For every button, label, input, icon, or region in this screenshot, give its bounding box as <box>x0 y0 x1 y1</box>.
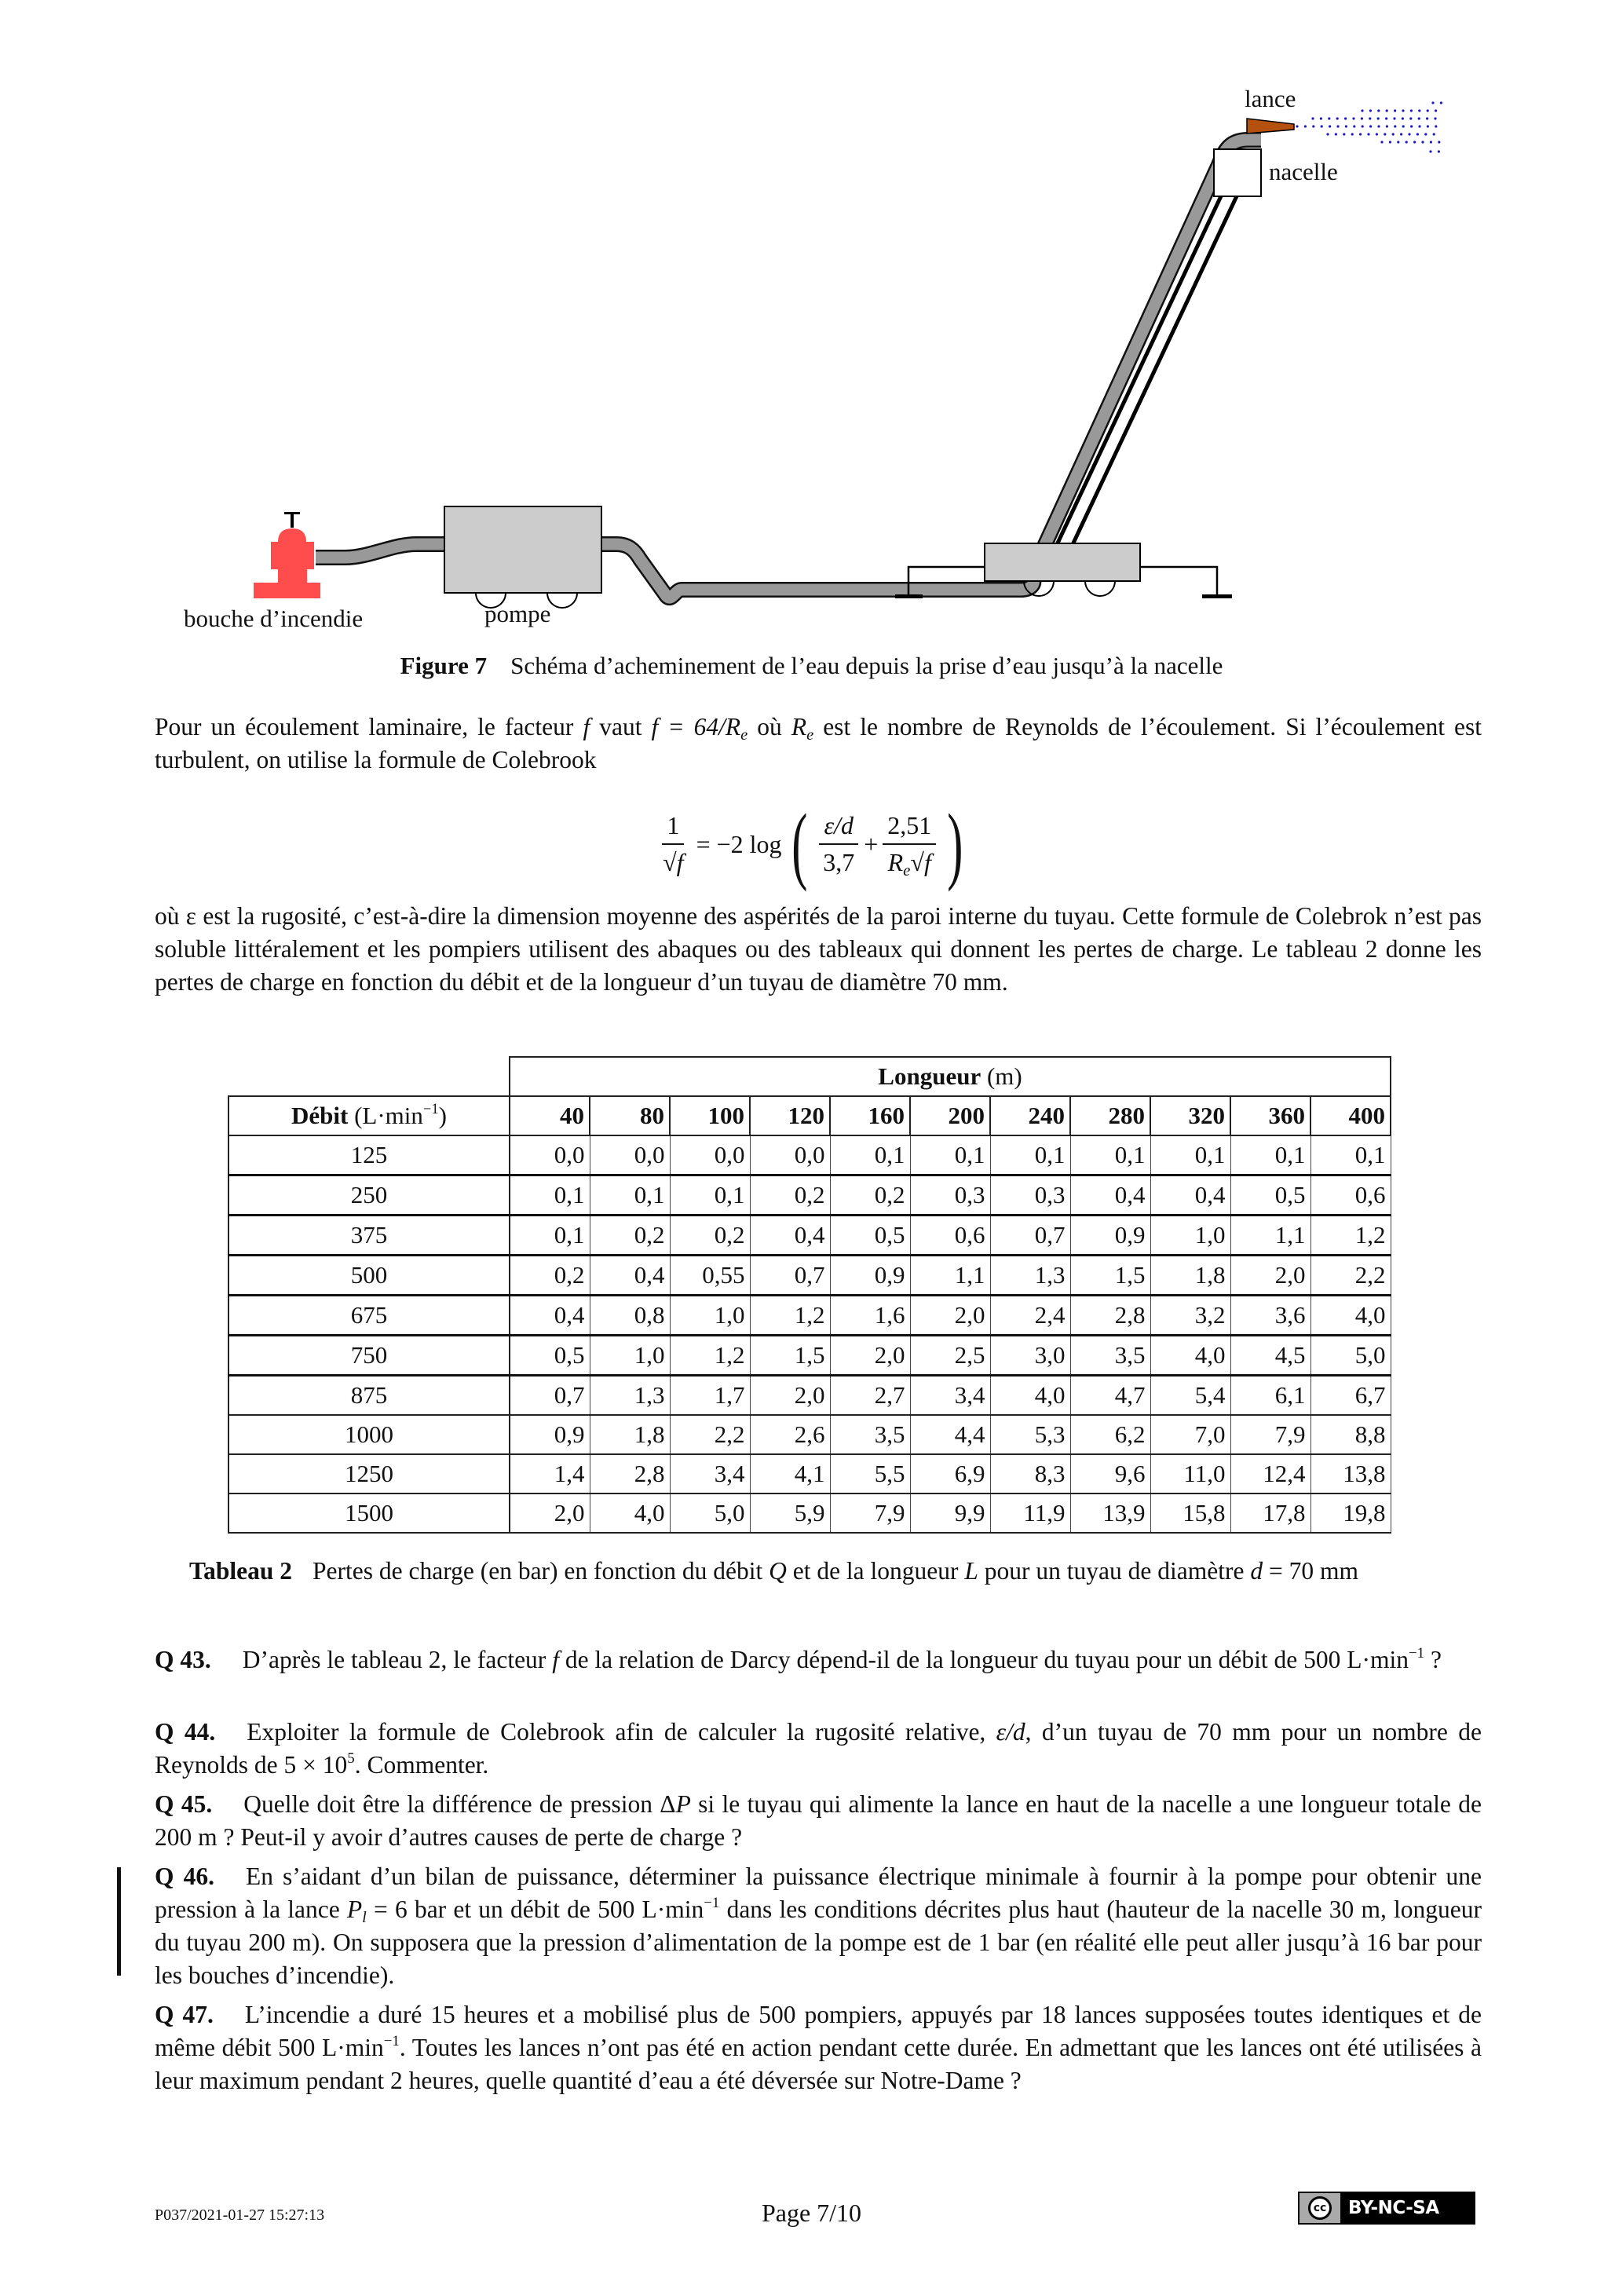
row-header-debit: 1500 <box>228 1493 510 1533</box>
table-cell: 1,2 <box>670 1336 750 1376</box>
water-spray <box>1296 101 1442 152</box>
table-cell: 0,1 <box>510 1216 590 1256</box>
formula-equals: = −2 log <box>696 829 782 858</box>
table-cell: 0,3 <box>910 1175 990 1216</box>
column-header-length: 240 <box>990 1096 1070 1135</box>
table-cell: 3,4 <box>670 1454 750 1493</box>
table-cell: 0,9 <box>830 1256 910 1296</box>
table-cell: 3,6 <box>1230 1296 1310 1336</box>
table-cell: 4,0 <box>1310 1296 1391 1336</box>
table-cell: 0,1 <box>1230 1135 1310 1175</box>
table-cell: 2,2 <box>670 1415 750 1454</box>
table-cell: 0,2 <box>590 1216 670 1256</box>
table-cell: 3,4 <box>910 1376 990 1416</box>
table-cell: 1,5 <box>750 1336 830 1376</box>
table-cell: 2,2 <box>1310 1256 1391 1296</box>
table-cell: 0,1 <box>510 1175 590 1216</box>
table-cell: 4,0 <box>1150 1336 1230 1376</box>
table-cell: 6,2 <box>1070 1415 1150 1454</box>
row-header-debit: 500 <box>228 1256 510 1296</box>
column-header-length: 40 <box>510 1096 590 1135</box>
table-row <box>228 1376 1391 1416</box>
table-cell: 5,5 <box>830 1454 910 1493</box>
table-row <box>228 1216 1391 1256</box>
table-cell: 1,0 <box>1150 1216 1230 1256</box>
license-label: BY-NC-SA <box>1348 2198 1439 2218</box>
table-cell: 1,6 <box>830 1296 910 1336</box>
table-cell: 4,5 <box>1230 1336 1310 1376</box>
table-cell: 3,5 <box>830 1415 910 1454</box>
colebrook-paragraph: où ε est la rugosité, c’est-à-dire la dimension moyenne des aspérités de la paroi interne du tuyau. Cette formule de Colebrok n’est pas soluble littéralement et les pompiers utilisent des abaques ou des tableaux qui donnent les pertes de charge. Le tableau 2 donne les pertes de charge en fonction du débit et de la longueur d’un tuyau de diamètre 70 mm. <box>155 902 1482 996</box>
table-cell: 2,6 <box>750 1415 830 1454</box>
label-pump: pompe <box>484 600 551 627</box>
column-header-length: 160 <box>830 1096 910 1135</box>
table-cell: 0,1 <box>1150 1135 1230 1175</box>
table-cell: 19,8 <box>1310 1493 1391 1533</box>
lance-nozzle <box>1247 119 1294 133</box>
table-row <box>228 1336 1391 1376</box>
table-cell: 11,9 <box>990 1493 1070 1533</box>
question-47: Q 47. L’incendie a duré 15 heures et a mobilisé plus de 500 pompiers, appuyés par 18 lances supposées toutes identiques et de même débit 500 $L\cdot\min^{-1}$. Toutes les lances n’ont pas été en action pendant cette durée. En admettant que les lances ont été utilisées à leur maximum pendant 2 heures, quelle quantité d’eau a été déversée sur Notre-Dame ? <box>155 2001 1482 2094</box>
longueur-header: Longueur (m) <box>510 1057 1391 1096</box>
table-row <box>228 1454 1391 1493</box>
figure-caption <box>0 652 1623 680</box>
column-header-length: 80 <box>590 1096 670 1135</box>
label-nacelle: nacelle <box>1269 158 1338 185</box>
paren-close: ) <box>947 796 963 892</box>
table-cell: 1,5 <box>1070 1256 1150 1296</box>
table-cell: 0,8 <box>590 1296 670 1336</box>
table-cell: 0,2 <box>830 1175 910 1216</box>
ladder-rail <box>1055 171 1233 550</box>
table-cell: 0,1 <box>1070 1135 1150 1175</box>
formula-lhs: $\frac{1}{√f}$ <box>663 811 684 876</box>
figure-caption-label: Figure 7 <box>400 652 488 679</box>
table-cell: 5,9 <box>750 1493 830 1533</box>
table-caption-label: Tableau 2 <box>189 1557 293 1585</box>
formula-frac-1: $\frac{\varepsilon/d}{3,7}$ <box>818 811 859 877</box>
table-cell: 8,3 <box>990 1454 1070 1493</box>
nacelle-box <box>1214 149 1261 196</box>
table-cell: 0,4 <box>750 1216 830 1256</box>
table-cell: 0,5 <box>510 1336 590 1376</box>
footer-reference: P037/2021-01-27 15:27:13 <box>155 2206 325 2224</box>
table-cell: 3,2 <box>1150 1296 1230 1336</box>
table-cell: 0,9 <box>510 1415 590 1454</box>
table-cell: 0,0 <box>510 1135 590 1175</box>
table-header-row <box>228 1096 1391 1135</box>
table-cell: 5,0 <box>1310 1336 1391 1376</box>
column-header-length: 120 <box>750 1096 830 1135</box>
table-cell: 2,8 <box>590 1454 670 1493</box>
table-cell: 0,2 <box>750 1175 830 1216</box>
table-cell: 4,4 <box>910 1415 990 1454</box>
table-cell: 1,2 <box>1310 1216 1391 1256</box>
table-cell: 0,1 <box>910 1135 990 1175</box>
table-cell: 1,0 <box>590 1336 670 1376</box>
table-cell: 2,0 <box>750 1376 830 1416</box>
table-cell: 1,0 <box>670 1296 750 1336</box>
table-cell: 5,3 <box>990 1415 1070 1454</box>
table-cell: 0,1 <box>670 1175 750 1216</box>
column-header-length: 320 <box>1150 1096 1230 1135</box>
table-cell: 0,1 <box>590 1175 670 1216</box>
table-cell: 6,9 <box>910 1454 990 1493</box>
table-cell: 0,3 <box>990 1175 1070 1216</box>
table-cell: 7,9 <box>1230 1415 1310 1454</box>
table-cell: 17,8 <box>1230 1493 1310 1533</box>
table-cell: 0,55 <box>670 1256 750 1296</box>
table-cell: 5,0 <box>670 1493 750 1533</box>
formula-frac-2: $\frac{2,51}{R_e√f}$ <box>883 811 936 877</box>
cc-license-badge[interactable] <box>1298 2192 1475 2225</box>
table-cell: 0,7 <box>990 1216 1070 1256</box>
table-cell: 4,1 <box>750 1454 830 1493</box>
table-row <box>228 1135 1391 1175</box>
table-cell: 2,5 <box>910 1336 990 1376</box>
table-row <box>228 1493 1391 1533</box>
pressure-loss-table <box>228 1056 1391 1534</box>
table-cell: 13,8 <box>1310 1454 1391 1493</box>
creative-commons-icon: cc <box>1299 2193 1340 2223</box>
table-row <box>228 1256 1391 1296</box>
table-cell: 6,7 <box>1310 1376 1391 1416</box>
table-cell: 8,8 <box>1310 1415 1391 1454</box>
table-cell: 1,2 <box>750 1296 830 1336</box>
table-cell: 1,8 <box>590 1415 670 1454</box>
table-cell: 0,5 <box>830 1216 910 1256</box>
table-cell: 4,0 <box>590 1493 670 1533</box>
column-header-length: 400 <box>1310 1096 1391 1135</box>
table-cell: 0,4 <box>1070 1175 1150 1216</box>
table-cell: 5,4 <box>1150 1376 1230 1416</box>
table-cell: 0,2 <box>670 1216 750 1256</box>
question-43: Q 43. D’après le tableau 2, le facteur f de la relation de Darcy dépend-il de la longueur du tuyau pour un débit de 500 $L\cdot\min^{-1}$ ? <box>155 1644 1442 1673</box>
table-cell: 0,1 <box>1310 1135 1391 1175</box>
table-cell: 7,0 <box>1150 1415 1230 1454</box>
table-cell: 0,6 <box>910 1216 990 1256</box>
table-caption: Tableau 2 Pertes de charge (en bar) en fonction du débit Q et de la longueur L pour un tuyau de diamètre d = 70 mm <box>189 1557 1358 1585</box>
table-cell: 1,1 <box>1230 1216 1310 1256</box>
table-cell: 0,0 <box>750 1135 830 1175</box>
table-super-header-row <box>228 1057 1391 1096</box>
debit-header: Débit $(L\cdot\min^{-1})$ <box>228 1096 510 1135</box>
table-cell: 7,9 <box>830 1493 910 1533</box>
table-cell: 2,4 <box>990 1296 1070 1336</box>
table-cell: 0,4 <box>510 1296 590 1336</box>
hose-hydrant-to-pump <box>316 544 449 558</box>
pump-vehicle <box>444 506 601 608</box>
table-cell: 3,0 <box>990 1336 1070 1376</box>
column-header-length: 200 <box>910 1096 990 1135</box>
table-cell: 2,0 <box>1230 1256 1310 1296</box>
table-cell: 0,9 <box>1070 1216 1150 1256</box>
table-cell: 1,3 <box>990 1256 1070 1296</box>
table-cell: 0,7 <box>750 1256 830 1296</box>
formula-plus: + <box>864 829 879 858</box>
table-cell: 0,7 <box>510 1376 590 1416</box>
row-header-debit: 1000 <box>228 1415 510 1454</box>
row-header-debit: 875 <box>228 1376 510 1416</box>
table-cell: 15,8 <box>1150 1493 1230 1533</box>
row-header-debit: 375 <box>228 1216 510 1256</box>
table-cell: 6,1 <box>1230 1376 1310 1416</box>
table-cell: 0,4 <box>1150 1175 1230 1216</box>
row-header-debit: 125 <box>228 1135 510 1175</box>
question-44: Q 44. Exploiter la formule de Colebrook afin de calculer la rugosité relative, ε/d, d’un tuyau de 70 mm pour un nombre de Reynolds de $5 \times 10^5$. Commenter. <box>155 1718 1482 1779</box>
table-cell: 1,8 <box>1150 1256 1230 1296</box>
table-cell: 4,0 <box>990 1376 1070 1416</box>
change-bar <box>117 1867 121 1976</box>
table-cell: 1,7 <box>670 1376 750 1416</box>
table-cell: 1,3 <box>590 1376 670 1416</box>
row-header-debit: 250 <box>228 1175 510 1216</box>
table-cell: 1,4 <box>510 1454 590 1493</box>
table-cell: 0,4 <box>590 1256 670 1296</box>
hose-pump-to-truck <box>601 544 1033 598</box>
table-cell: 0,1 <box>830 1135 910 1175</box>
figure-caption-text: Schéma d’acheminement de l’eau depuis la prise d’eau jusqu’à la nacelle <box>510 652 1223 679</box>
table-cell: 0,2 <box>510 1256 590 1296</box>
table-cell: 0,6 <box>1310 1175 1391 1216</box>
table-cell: 2,7 <box>830 1376 910 1416</box>
row-header-debit: 750 <box>228 1336 510 1376</box>
table-cell: 1,1 <box>910 1256 990 1296</box>
table-cell: 0,0 <box>670 1135 750 1175</box>
table-cell: 11,0 <box>1150 1454 1230 1493</box>
table-cell: 9,6 <box>1070 1454 1150 1493</box>
row-header-debit: 1250 <box>228 1454 510 1493</box>
table-cell: 2,0 <box>510 1493 590 1533</box>
page-number: Page 7/10 <box>761 2199 862 2227</box>
table-cell: 0,5 <box>1230 1175 1310 1216</box>
label-hydrant: bouche d’incendie <box>184 605 364 632</box>
paren-open: ( <box>791 796 807 892</box>
figure-7-diagram <box>0 0 1623 628</box>
label-lance: lance <box>1245 85 1296 112</box>
table-cell: 3,5 <box>1070 1336 1150 1376</box>
table-cell: 0,1 <box>990 1135 1070 1175</box>
ladder-rail <box>1070 171 1248 550</box>
intro-paragraph: Pour un écoulement laminaire, le facteur f vaut $f = 64/R_e$ où $R_e$ est le nombre de Reynolds de l’écoulement. Si l’écoulement est turbulent, on utilise la formule de Colebrook <box>155 713 1482 773</box>
table-cell: 13,9 <box>1070 1493 1150 1533</box>
table-cell: 12,4 <box>1230 1454 1310 1493</box>
table-row <box>228 1175 1391 1216</box>
column-header-length: 280 <box>1070 1096 1150 1135</box>
table-row <box>228 1415 1391 1454</box>
table-cell: 0,0 <box>590 1135 670 1175</box>
question-46: Q 46. En s’aidant d’un bilan de puissance, déterminer la puissance électrique minimale à fournir à la pompe pour obtenir une pression à la lance $P_l = 6$ bar et un débit de 500 $L\cdot\min^{-1}$ dans les conditions décrites plus haut (hauteur de la nacelle 30 m, longueur du tuyau 200 m). On supposera que la pression d’alimentation de la pompe est de 1 bar (en réalité elle peut aller jusqu’à 16 bar pour les bouches d’incendie). <box>155 1863 1482 1989</box>
colebrook-formula <box>0 793 1623 895</box>
table-cell: 2,0 <box>910 1296 990 1336</box>
table-row <box>228 1296 1391 1336</box>
question-45: Q 45. Quelle doit être la différence de pression ΔP si le tuyau qui alimente la lance en haut de la nacelle a une longueur totale de 200 m ? Peut-il y avoir d’autres causes de perte de charge ? <box>155 1790 1482 1851</box>
fire-hydrant <box>254 512 320 598</box>
table-cell: 9,9 <box>910 1493 990 1533</box>
table-cell: 4,7 <box>1070 1376 1150 1416</box>
column-header-length: 100 <box>670 1096 750 1135</box>
table-cell: 2,0 <box>830 1336 910 1376</box>
column-header-length: 360 <box>1230 1096 1310 1135</box>
table-cell: 2,8 <box>1070 1296 1150 1336</box>
row-header-debit: 675 <box>228 1296 510 1336</box>
